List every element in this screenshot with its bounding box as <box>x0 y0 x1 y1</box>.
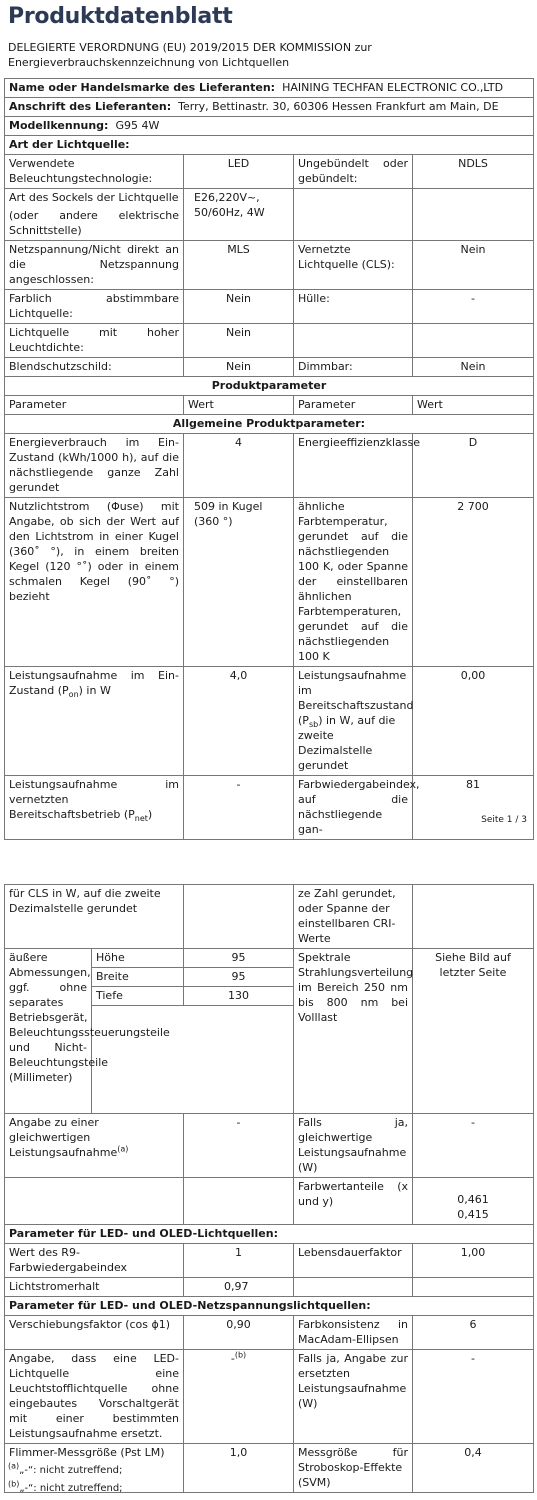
param-value: - <box>184 1114 294 1178</box>
param-row <box>5 1114 534 1178</box>
type-label: Netzspannung/Nicht direkt an die Netzspannung angeschlossen: <box>5 241 184 290</box>
continuation-row <box>5 885 534 949</box>
power-on-label: Leistungsaufnahme im Ein-Zustand (P <box>9 669 179 697</box>
dimension-name: Höhe <box>92 949 184 968</box>
type-label <box>5 189 184 241</box>
empty-cell <box>5 1178 184 1225</box>
param-row <box>5 667 534 776</box>
supplier-name-label: Name oder Handelsmarke des Lieferanten: <box>9 81 276 94</box>
model-row <box>5 117 534 136</box>
param-value: 0,00 <box>413 667 534 776</box>
chromaticity-value <box>413 1178 534 1225</box>
equivalent-power-text: Angabe zu einer gleichwertigen Leistungsaufnahme <box>9 1116 118 1159</box>
column-headers-row <box>5 396 534 415</box>
led-params-header: Parameter für LED- und OLED-Lichtquellen: <box>5 1225 534 1244</box>
param-row <box>5 1350 534 1444</box>
param-label: Falls ja, gleichwertige Leistungsaufnahme (W) <box>294 1114 413 1178</box>
datasheet-table-page2 <box>4 884 534 1493</box>
param-label <box>5 667 184 776</box>
param-label: Nutzlichtstrom (Φuse) mit Angabe, ob sich der Wert auf den Lichtstrom in einer Kugel (360˚ °), in einem breiten Kegel (120 °˚) oder in einem schmalen Kegel (90˚ °) bezieht <box>5 498 184 667</box>
param-value: D <box>413 434 534 498</box>
chromaticity-label: Farbwertanteile (x und y) <box>294 1178 413 1225</box>
type-value: Nein <box>413 358 534 377</box>
type-row <box>5 290 534 324</box>
mains-header-row <box>5 1297 534 1316</box>
type-value: - <box>413 290 534 324</box>
param-label-continued: ze Zahl gerundet, oder Spanne der einstellbaren CRI-Werte <box>294 885 413 949</box>
empty-cell <box>184 1178 294 1225</box>
param-value: - <box>184 776 294 840</box>
empty-cell <box>294 1278 413 1297</box>
param-value: - <box>413 1350 534 1444</box>
param-label: ähnliche Farbtemperatur, gerundet auf die nächstliegenden 100 K, oder Spanne der einstellbaren ähnlichen Farbtemperaturen, gerundet auf die nächstliegenden 100 K <box>294 498 413 667</box>
param-label: Lichtstromerhalt <box>5 1278 184 1297</box>
type-label: Blendschutzschild: <box>5 358 184 377</box>
type-row <box>5 155 534 189</box>
param-label-continued: für CLS in W, auf die zweite Dezimalstelle gerundet <box>5 885 184 949</box>
type-value: LED <box>184 155 294 189</box>
footnote-text: „-“: nicht zutreffend; <box>19 1465 123 1476</box>
param-label: Energieeffizienzklasse <box>294 434 413 498</box>
type-value: Nein <box>413 241 534 290</box>
type-label: Verwendete Beleuchtungstechnologie: <box>5 155 184 189</box>
model-value: G95 4W <box>115 119 160 132</box>
param-value: 1,0 <box>184 1444 294 1493</box>
datasheet-table-page1 <box>4 78 534 840</box>
footnote-mark: (b) <box>8 1479 20 1489</box>
param-value: 509 in Kugel (360 °) <box>184 498 294 667</box>
standby-label-end: ) in W, auf die zweite Dezimalstelle gerundet <box>298 714 396 772</box>
param-label: Verschiebungsfaktor (cos ϕ1) <box>5 1316 184 1350</box>
general-params-header: Allgemeine Produktparameter: <box>5 415 534 434</box>
replace-value: - <box>230 1352 235 1365</box>
param-value: 4,0 <box>184 667 294 776</box>
footnote-mark: (a) <box>8 1461 20 1471</box>
param-label: Lebensdauerfaktor <box>294 1244 413 1278</box>
type-label: Ungebündelt oder gebündelt: <box>294 155 413 189</box>
footnote-ref: (b) <box>234 1350 247 1360</box>
param-label: Wert des R9-Farbwiedergabeindex <box>5 1244 184 1278</box>
param-row <box>5 434 534 498</box>
param-value: 4 <box>184 434 294 498</box>
supplier-address-row <box>5 98 534 117</box>
spectral-value: Siehe Bild auf letzter Seite <box>413 949 534 1114</box>
supplier-address-label: Anschrift des Lieferanten: <box>9 100 172 113</box>
footnote-ref: (a) <box>117 1144 129 1154</box>
socket-label-note: (oder andere elektrische Schnittstelle) <box>9 209 179 237</box>
param-label: Messgröße für Stroboskop-Effekte (SVM) <box>294 1444 413 1493</box>
product-params-header-row <box>5 377 534 396</box>
standby-subscript: sb <box>308 720 319 730</box>
param-value: - <box>413 1114 534 1178</box>
type-value <box>413 324 534 358</box>
footnote <box>8 1461 123 1476</box>
regulation-subtitle: DELEGIERTE VERORDNUNG (EU) 2019/2015 DER KOMMISSION zur Energieverbrauchskennzeichnung von Lichtquellen <box>8 41 372 69</box>
param-label <box>294 667 413 776</box>
param-value <box>184 1350 294 1444</box>
dimension-value: 95 <box>184 949 294 968</box>
dimension-value: 95 <box>184 968 294 987</box>
param-row <box>5 1278 534 1297</box>
param-value: 6 <box>413 1316 534 1350</box>
param-value: 1,00 <box>413 1244 534 1278</box>
param-value: 0,90 <box>184 1316 294 1350</box>
col-header-parameter: Parameter <box>294 396 413 415</box>
param-label: Farbwiedergabeindex, auf die nächstliegende gan- <box>294 776 413 840</box>
col-header-value: Wert <box>413 396 534 415</box>
networked-standby-label: Leistungsaufnahme im vernetzten Bereitschaftsbetrieb (P <box>9 778 179 821</box>
type-value: E26,220V~, 50/60Hz, 4W <box>184 189 294 241</box>
dimension-name: Tiefe <box>92 987 184 1006</box>
col-header-value: Wert <box>184 396 294 415</box>
standby-label: Leistungsaufnahme im Bereitschaftszustand (P <box>298 669 414 727</box>
supplier-address-value: Terry, Bettinastr. 30, 60306 Hessen Frankfurt am Main, DE <box>178 100 499 113</box>
dimensions-label: äußere Abmessungen, ggf. ohne separates Betriebsgerät, Beleuchtungssteuerungsteile und Nicht-Beleuchtungsteile (Millimeter) <box>5 949 92 1114</box>
type-label: Dimmbar: <box>294 358 413 377</box>
param-row <box>5 498 534 667</box>
type-value: Nein <box>184 290 294 324</box>
param-value: 81 <box>413 776 534 840</box>
param-row <box>5 1316 534 1350</box>
power-on-label-end: ) in W <box>78 684 111 697</box>
type-label: Vernetzte Lichtquelle (CLS): <box>294 241 413 290</box>
param-value: 1 <box>184 1244 294 1278</box>
type-value <box>413 189 534 241</box>
type-header: Art der Lichtquelle: <box>5 136 534 155</box>
type-row <box>5 324 534 358</box>
dimensions-row <box>5 949 534 968</box>
footnote-text: „-“: nicht zutreffend; <box>19 1483 123 1494</box>
type-label <box>294 324 413 358</box>
dimension-name: Breite <box>92 968 184 987</box>
type-label <box>294 189 413 241</box>
chromaticity-row <box>5 1178 534 1225</box>
param-row <box>5 1244 534 1278</box>
param-label: Farbkonsistenz in MacAdam-Ellipsen <box>294 1316 413 1350</box>
supplier-name-row <box>5 79 534 98</box>
general-header-row <box>5 415 534 434</box>
type-header-row <box>5 136 534 155</box>
led-header-row <box>5 1225 534 1244</box>
product-params-header: Produktparameter <box>5 377 534 396</box>
page-number: Seite 1 / 3 <box>481 815 527 825</box>
empty-cell <box>413 885 534 949</box>
mains-params-header: Parameter für LED- und OLED-Netzspannungslichtquellen: <box>5 1297 534 1316</box>
col-header-parameter: Parameter <box>5 396 184 415</box>
networked-standby-subscript: net <box>134 814 148 824</box>
type-value: Nein <box>184 358 294 377</box>
power-on-subscript: on <box>68 690 79 700</box>
equivalent-power-label <box>5 1114 184 1178</box>
type-value: Nein <box>184 324 294 358</box>
param-label: Flimmer-Messgröße (Pst LM) <box>5 1444 184 1493</box>
param-value: 0,97 <box>184 1278 294 1297</box>
param-row <box>5 776 534 840</box>
type-label: Farblich abstimmbare Lichtquelle: <box>5 290 184 324</box>
supplier-name-value: HAINING TECHFAN ELECTRONIC CO.,LTD <box>282 81 504 94</box>
footnote <box>8 1479 123 1494</box>
networked-standby-label-end: ) <box>147 808 153 821</box>
type-row <box>5 241 534 290</box>
param-label: Angabe, dass eine LED-Lichtquelle eine Leuchtstofflichtquelle ohne eingebautes Vorschaltgerät mit einer bestimmten Leistungsaufnahme ersetzt. <box>5 1350 184 1444</box>
chromaticity-y: 0,415 <box>457 1208 489 1221</box>
chromaticity-x: 0,461 <box>457 1193 489 1206</box>
type-label: Lichtquelle mit hoher Leuchtdichte: <box>5 324 184 358</box>
type-value: NDLS <box>413 155 534 189</box>
spectral-label: Spektrale Strahlungsverteilung im Bereich 250 nm bis 800 nm bei Volllast <box>294 949 413 1114</box>
type-label: Hülle: <box>294 290 413 324</box>
empty-cell <box>184 885 294 949</box>
param-value: 2 700 <box>413 498 534 667</box>
model-label: Modellkennung: <box>9 119 109 132</box>
type-row <box>5 189 534 241</box>
empty-cell <box>413 1278 534 1297</box>
param-label: Falls ja, Angabe zur ersetzten Leistungsaufnahme (W) <box>294 1350 413 1444</box>
dimension-value: 130 <box>184 987 294 1006</box>
type-row <box>5 358 534 377</box>
param-label <box>5 776 184 840</box>
type-value: MLS <box>184 241 294 290</box>
param-value: 0,4 <box>413 1444 534 1493</box>
socket-label: Art des Sockels der Lichtquelle <box>9 191 179 204</box>
empty-cell <box>92 1006 294 1114</box>
param-label: Energieverbrauch im Ein-Zustand (kWh/1000 h), auf die nächstliegende ganze Zahl gerundet <box>5 434 184 498</box>
page-title: Produktdatenblatt <box>8 4 233 29</box>
